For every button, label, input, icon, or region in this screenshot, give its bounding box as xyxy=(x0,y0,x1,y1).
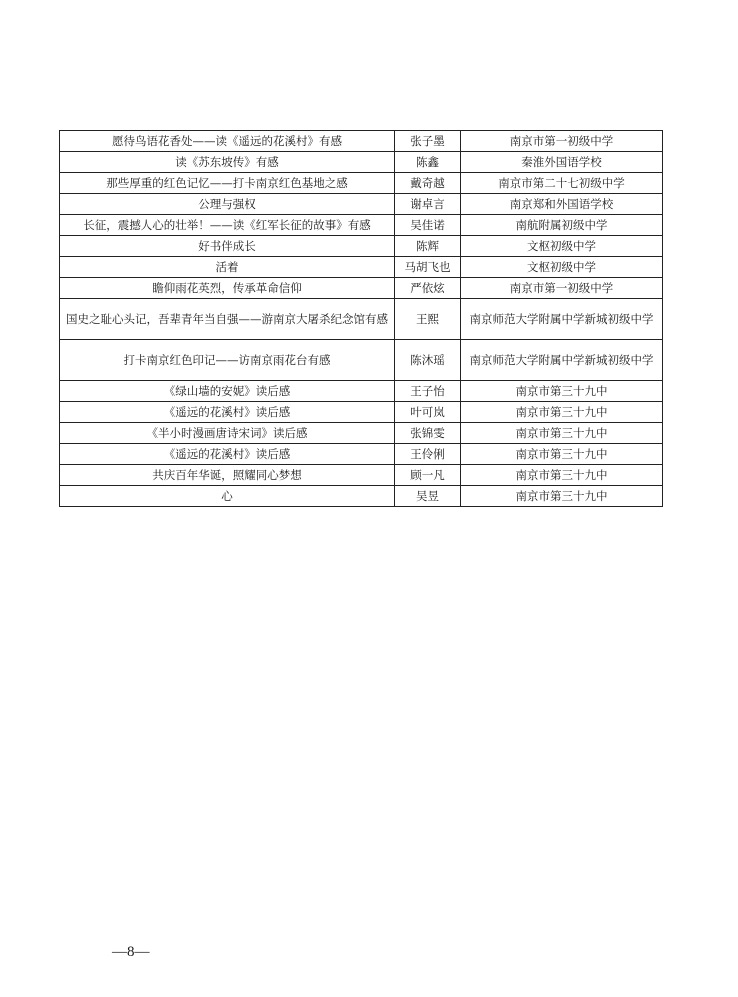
essay-title: 心 xyxy=(60,486,395,507)
school-name: 南航附属初级中学 xyxy=(461,215,663,236)
essay-title: 打卡南京红色印记——访南京雨花台有感 xyxy=(60,340,395,381)
table-row xyxy=(60,152,663,173)
table-row xyxy=(60,444,663,465)
school-name: 南京市第三十九中 xyxy=(461,486,663,507)
school-name: 南京市第一初级中学 xyxy=(461,278,663,299)
essay-title: 《半小时漫画唐诗宋词》读后感 xyxy=(60,423,395,444)
table-row xyxy=(60,465,663,486)
author-name: 马胡飞也 xyxy=(395,257,461,278)
author-name: 顾一凡 xyxy=(395,465,461,486)
table-row xyxy=(60,299,663,340)
author-name: 严依炫 xyxy=(395,278,461,299)
author-name: 戴奇越 xyxy=(395,173,461,194)
school-name: 南京市第二十七初级中学 xyxy=(461,173,663,194)
essay-title: 《遥远的花溪村》读后感 xyxy=(60,444,395,465)
school-name: 南京市第三十九中 xyxy=(461,444,663,465)
essay-title: 瞻仰雨花英烈，传承革命信仰 xyxy=(60,278,395,299)
school-name: 秦淮外国语学校 xyxy=(461,152,663,173)
table-row xyxy=(60,278,663,299)
essay-title: 国史之耻心头记，吾辈青年当自强——游南京大屠杀纪念馆有感 xyxy=(60,299,395,340)
essay-title: 愿待鸟语花香处——读《遥远的花溪村》有感 xyxy=(60,131,395,152)
table-row xyxy=(60,381,663,402)
table-row xyxy=(60,340,663,381)
table-row xyxy=(60,257,663,278)
essay-title: 读《苏东坡传》有感 xyxy=(60,152,395,173)
author-name: 张锦雯 xyxy=(395,423,461,444)
essay-title: 共庆百年华诞，照耀同心梦想 xyxy=(60,465,395,486)
author-name: 陈沐瑶 xyxy=(395,340,461,381)
school-name: 南京市第三十九中 xyxy=(461,381,663,402)
author-name: 张子墨 xyxy=(395,131,461,152)
author-name: 叶可岚 xyxy=(395,402,461,423)
school-name: 南京师范大学附属中学新城初级中学 xyxy=(461,299,663,340)
essay-title: 公理与强权 xyxy=(60,194,395,215)
school-name: 南京市第三十九中 xyxy=(461,423,663,444)
author-name: 王熙 xyxy=(395,299,461,340)
school-name: 文枢初级中学 xyxy=(461,236,663,257)
table-row xyxy=(60,423,663,444)
table-row xyxy=(60,402,663,423)
school-name: 南京市第三十九中 xyxy=(461,465,663,486)
table-row xyxy=(60,486,663,507)
author-name: 吴佳诺 xyxy=(395,215,461,236)
page-number: —8— xyxy=(112,944,150,960)
school-name: 南京市第三十九中 xyxy=(461,402,663,423)
award-list-table xyxy=(59,130,663,507)
school-name: 南京郑和外国语学校 xyxy=(461,194,663,215)
essay-title: 《绿山墙的安妮》读后感 xyxy=(60,381,395,402)
author-name: 陈鑫 xyxy=(395,152,461,173)
school-name: 南京师范大学附属中学新城初级中学 xyxy=(461,340,663,381)
school-name: 文枢初级中学 xyxy=(461,257,663,278)
essay-title: 长征，震撼人心的壮举！——读《红军长征的故事》有感 xyxy=(60,215,395,236)
author-name: 吴昱 xyxy=(395,486,461,507)
author-name: 王子怡 xyxy=(395,381,461,402)
table-row xyxy=(60,215,663,236)
table-row xyxy=(60,131,663,152)
essay-title: 那些厚重的红色记忆——打卡南京红色基地之感 xyxy=(60,173,395,194)
table-row xyxy=(60,173,663,194)
table-row xyxy=(60,194,663,215)
essay-title: 《遥远的花溪村》读后感 xyxy=(60,402,395,423)
school-name: 南京市第一初级中学 xyxy=(461,131,663,152)
author-name: 谢卓言 xyxy=(395,194,461,215)
author-name: 陈辉 xyxy=(395,236,461,257)
essay-title: 活着 xyxy=(60,257,395,278)
essay-title: 好书伴成长 xyxy=(60,236,395,257)
author-name: 王伶俐 xyxy=(395,444,461,465)
table-row xyxy=(60,236,663,257)
